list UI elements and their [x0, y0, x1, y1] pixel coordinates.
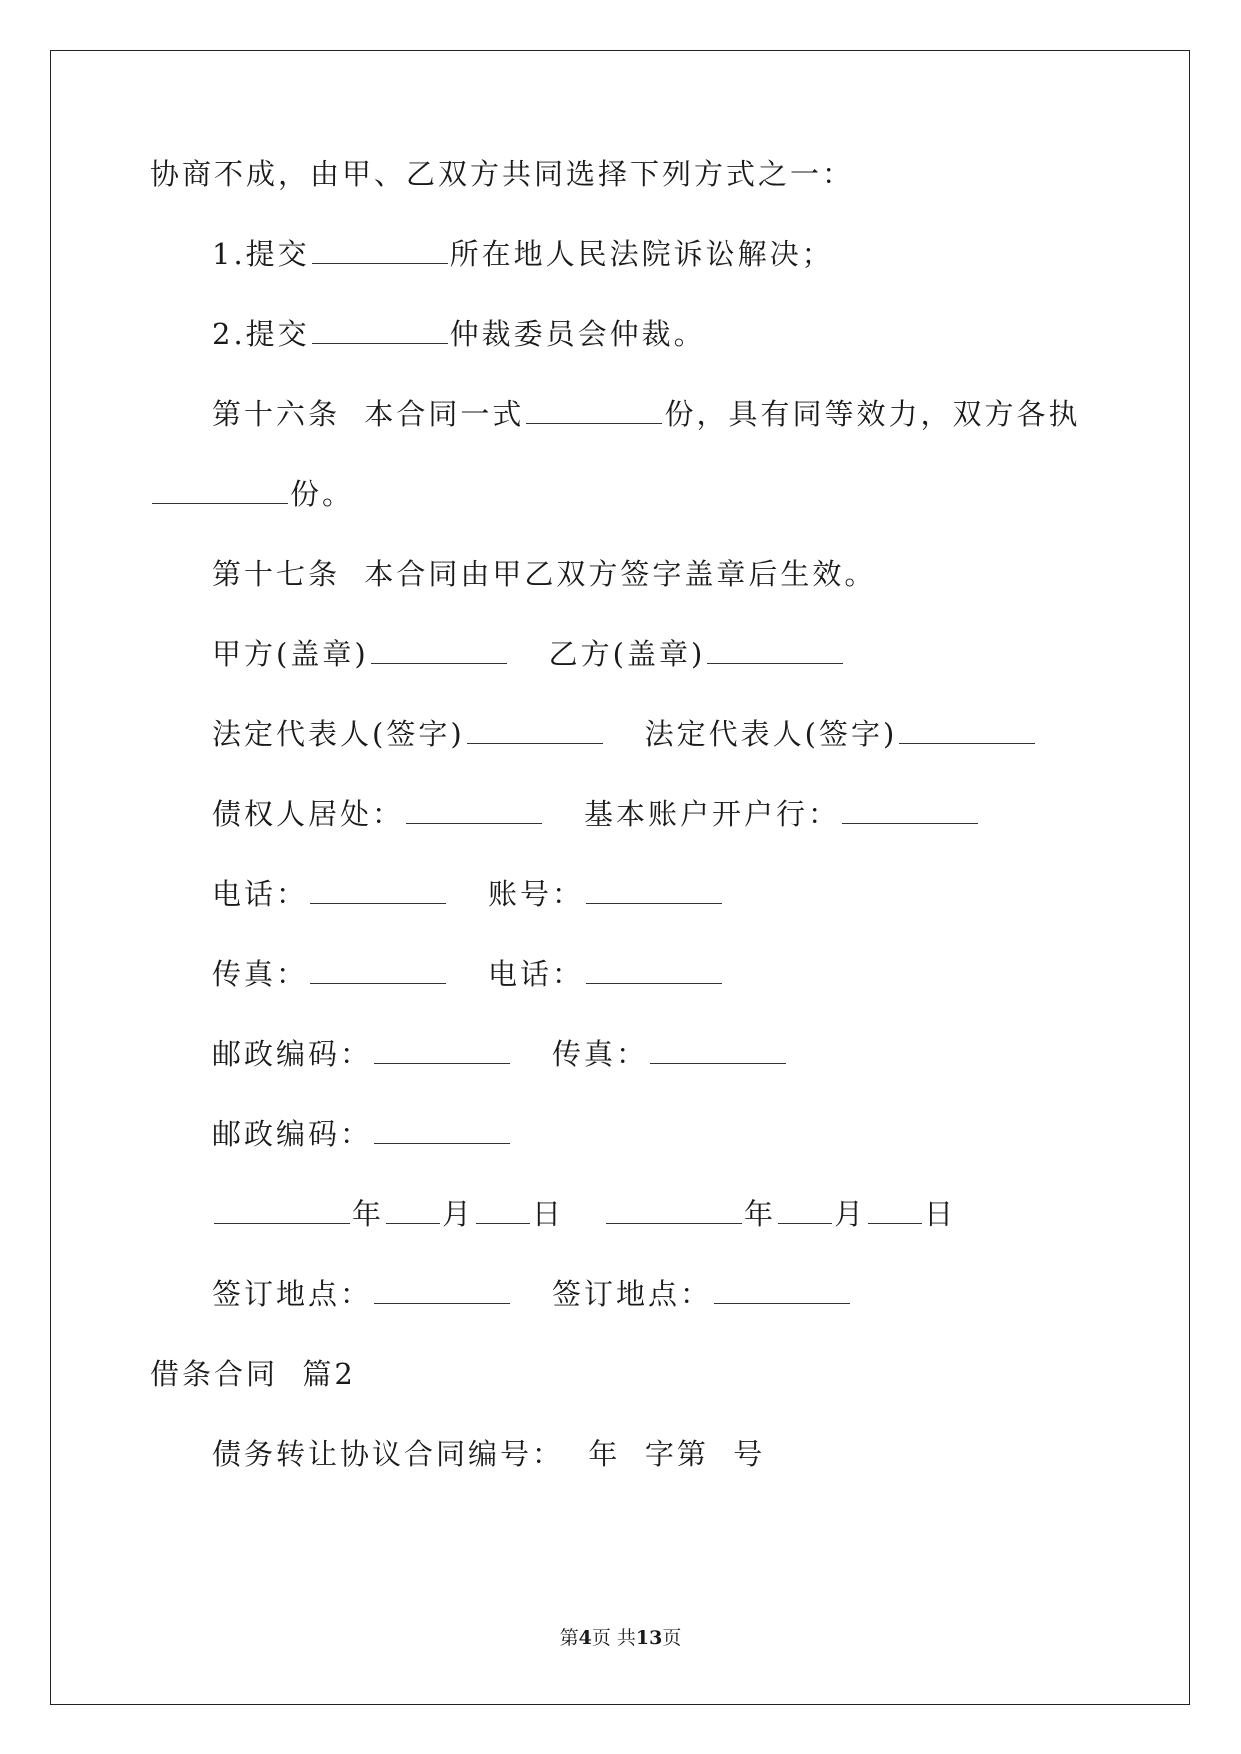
blank-field[interactable] — [312, 317, 448, 344]
text-line: 法定代表人(签字) 法定代表人(签字) — [212, 716, 1037, 752]
blank-field[interactable] — [476, 1197, 530, 1224]
blank-field[interactable] — [606, 1197, 742, 1224]
blank-field[interactable] — [374, 1037, 510, 1064]
page-footer: 第4页 共13页 — [559, 1627, 682, 1649]
text-line: 电话： 账号： — [212, 876, 724, 912]
blank-field[interactable] — [586, 877, 722, 904]
blank-field[interactable] — [374, 1117, 510, 1144]
blank-field[interactable] — [707, 637, 843, 664]
text-line: 传真： 电话： — [212, 956, 724, 992]
blank-field[interactable] — [842, 797, 978, 824]
blank-field[interactable] — [386, 1197, 440, 1224]
blank-field[interactable] — [371, 637, 507, 664]
blank-field[interactable] — [526, 397, 662, 424]
text-line: 2.提交 仲裁委员会仲裁。 — [212, 317, 706, 351]
blank-field[interactable] — [868, 1197, 922, 1224]
text-line: 份。 — [150, 476, 354, 512]
text-line: 邮政编码： 传真： — [212, 1036, 788, 1072]
text-line: 协商不成，由甲、乙双方共同选择下列方式之一： — [150, 157, 855, 191]
blank-field[interactable] — [406, 797, 542, 824]
blank-field[interactable] — [310, 957, 446, 984]
date-line: 年 月 日 年 月 日 — [212, 1196, 956, 1232]
blank-field[interactable] — [586, 957, 722, 984]
section-heading: 借条合同 篇2 — [150, 1357, 356, 1391]
text-line: 1.提交 所在地人民法院诉讼解决； — [212, 237, 834, 271]
blank-field[interactable] — [152, 477, 288, 504]
blank-field[interactable] — [714, 1277, 850, 1304]
blank-field[interactable] — [650, 1037, 786, 1064]
blank-field[interactable] — [374, 1277, 510, 1304]
text-line: 邮政编码： — [212, 1116, 512, 1152]
blank-field[interactable] — [899, 717, 1035, 744]
blank-field[interactable] — [214, 1197, 350, 1224]
text-line: 债务转让协议合同编号： 年 字第 号 — [212, 1437, 766, 1471]
blank-field[interactable] — [467, 717, 603, 744]
text-line: 债权人居处： 基本账户开户行： — [212, 796, 980, 832]
text-line: 第十六条 本合同一式 份，具有同等效力，双方各执 — [212, 397, 1081, 431]
blank-field[interactable] — [310, 877, 446, 904]
blank-field[interactable] — [778, 1197, 832, 1224]
text-line: 第十七条 本合同由甲乙双方签字盖章后生效。 — [212, 557, 877, 591]
blank-field[interactable] — [312, 237, 448, 264]
text-line: 签订地点： 签订地点： — [212, 1276, 852, 1312]
text-line: 甲方(盖章) 乙方(盖章) — [212, 636, 845, 672]
